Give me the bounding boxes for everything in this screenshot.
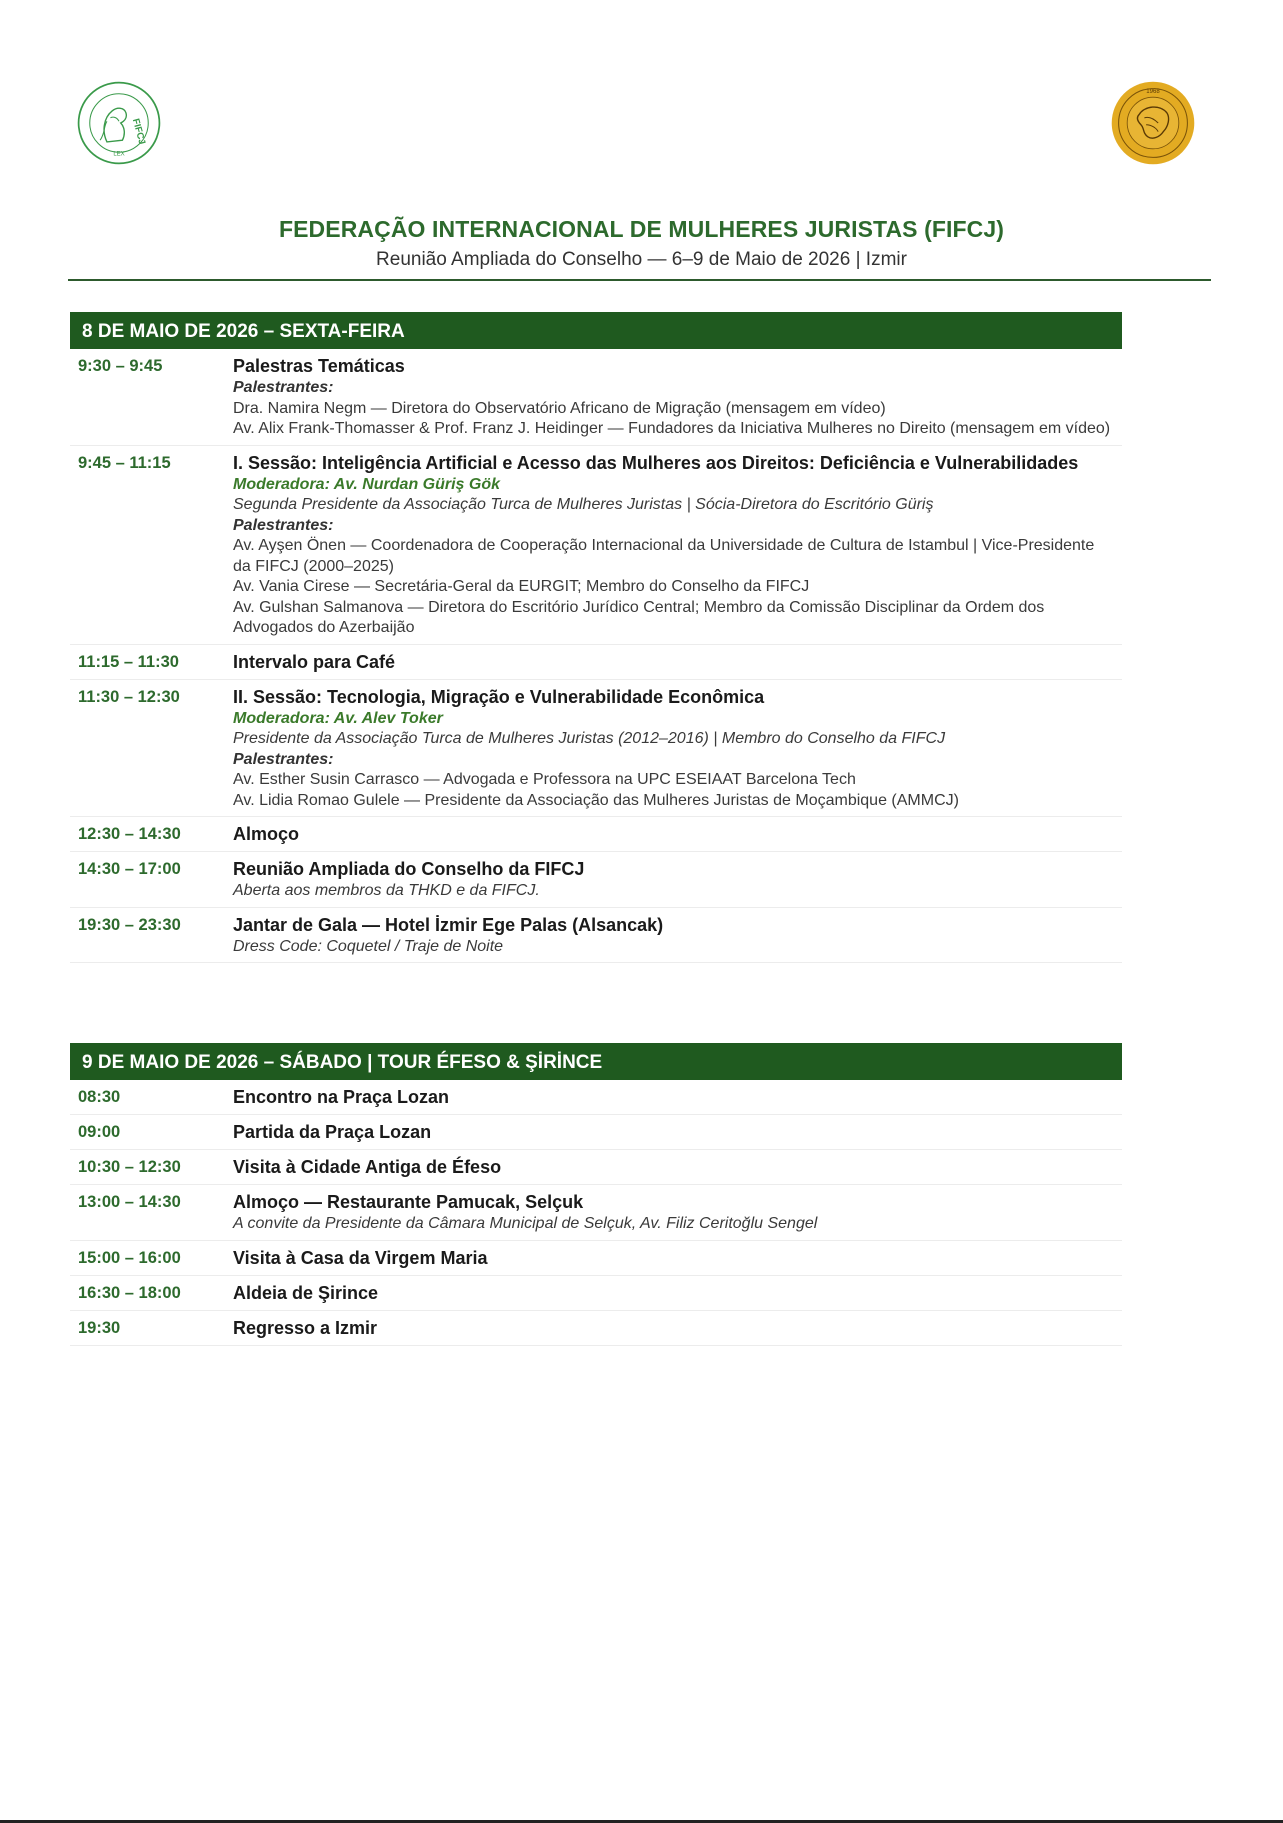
event-title: Almoço [233,824,300,844]
row-content [233,651,1122,674]
event-title: Palestras Temáticas [233,356,405,376]
day2-heading: 9 DE MAIO DE 2026 – SÁBADO | TOUR ÉFESO & ŞİRİNCE [70,1043,1122,1080]
schedule-row [70,680,1122,818]
schedule-row [70,852,1122,908]
row-content [233,858,1122,902]
event-title: Regresso a Izmir [233,1317,378,1338]
speakers-label: Palestrantes: [233,516,334,534]
row-time: 19:30 [78,1318,121,1337]
event-title: Reunião Ampliada do Conselho da FIFCJ [233,859,585,879]
row-time: 19:30 – 23:30 [78,915,181,934]
moderator: Moderadora: Av. Alev Toker [233,709,443,727]
row-time: 16:30 – 18:00 [78,1283,181,1302]
row-time: 14:30 – 17:00 [78,860,181,878]
event-title: Partida da Praça Lozan [233,1122,432,1142]
event-title: Encontro na Praça Lozan [233,1087,450,1107]
event-title: Aldeia de Şirince [233,1282,379,1303]
event-title: Jantar de Gala — Hotel İzmir Ege Palas (Alsancak) [233,914,664,935]
speakers-label: Palestrantes: [233,750,334,768]
row-time: 11:15 – 11:30 [78,652,179,671]
thkd-seal-icon [1110,80,1196,166]
row-content [233,1247,1122,1270]
row-content [233,1282,1122,1305]
schedule-row [70,1185,1122,1241]
schedule-row [70,1115,1122,1150]
row-content [233,1121,1122,1144]
schedule-row [70,908,1122,964]
row-content [233,1156,1122,1179]
svg-text:LEX: LEX [113,151,125,158]
page-title: FEDERAÇÃO INTERNACIONAL DE MULHERES JURISTAS (FIFCJ) [278,216,1005,242]
row-content [233,452,1122,639]
speaker: Av. Ayşen Önen — Coordenadora de Cooperação Internacional da Universidade de Cultura de Istambul | Vice-Presidente da FIFCJ (2000–2025) [233,537,1095,575]
schedule-row [70,349,1122,446]
row-time: 10:30 – 12:30 [78,1158,181,1176]
thkd-logo [1110,80,1196,166]
fifcj-seal-icon [76,80,162,166]
row-content [233,1191,1122,1235]
row-time: 09:00 [78,1123,121,1141]
svg-text:FIFCJ: FIFCJ [129,117,148,146]
row-content [233,1317,1122,1340]
document-header [0,216,1283,271]
fifcj-logo [76,80,162,166]
speaker: Av. Alix Frank-Thomasser & Prof. Franz J. Heidinger — Fundadores da Iniciativa Mulheres no Direito (mensagem em vídeo) [233,420,1111,437]
moderator-description: Segunda Presidente da Associação Turca de Mulheres Juristas | Sócia-Diretora do Escritório Güriş [233,496,934,513]
event-note: A convite da Presidente da Câmara Municipal de Selçuk, Av. Filiz Ceritoğlu Sengel [233,1215,818,1232]
schedule-row [70,1276,1122,1311]
svg-text:1968: 1968 [1146,88,1160,95]
speaker: Dra. Namira Negm — Diretora do Observatório Africano de Migração (mensagem em vídeo) [233,399,886,417]
speaker: Av. Gulshan Salmanova — Diretora do Escritório Jurídico Central; Membro da Comissão Disciplinar da Ordem dos Advogados do Azerbaijão [233,598,1045,636]
speakers-label: Palestrantes: [233,379,334,396]
page-subtitle: Reunião Ampliada do Conselho — 6–9 de Maio de 2026 | Izmir [376,249,907,270]
event-title: Almoço — Restaurante Pamucak, Selçuk [233,1192,584,1212]
event-title: I. Sessão: Inteligência Artificial e Acesso das Mulheres aos Direitos: Deficiência e Vulnerabilidades [233,452,1079,473]
event-title: Visita à Cidade Antiga de Éfeso [233,1157,502,1177]
schedule-row [70,1080,1122,1115]
row-content [233,823,1122,846]
header-divider [68,279,1211,281]
schedule-row [70,1241,1122,1276]
event-title: II. Sessão: Tecnologia, Migração e Vulnerabilidade Econômica [233,686,765,707]
event-title: Visita à Casa da Virgem Maria [233,1247,488,1268]
day2-section [70,1043,1122,1346]
event-note: Dress Code: Coquetel / Traje de Noite [233,937,504,955]
row-time: 08:30 [78,1088,121,1106]
speaker: Av. Vania Cirese — Secretária-Geral da EURGIT; Membro do Conselho da FIFCJ [233,578,810,595]
row-time: 12:30 – 14:30 [78,825,181,843]
schedule-row [70,817,1122,852]
row-time: 9:45 – 11:15 [78,453,171,472]
event-title: Intervalo para Café [233,651,396,672]
row-time: 9:30 – 9:45 [78,357,163,375]
moderator-description: Presidente da Associação Turca de Mulheres Juristas (2012–2016) | Membro do Conselho da FIFCJ [233,730,946,747]
schedule-row [70,446,1122,645]
row-time: 15:00 – 16:00 [78,1248,181,1267]
moderator: Moderadora: Av. Nurdan Güriş Gök [233,475,501,493]
row-time: 11:30 – 12:30 [78,687,180,706]
day1-section [70,312,1122,963]
row-content [233,686,1122,812]
schedule-row [70,1311,1122,1346]
schedule-row [70,1150,1122,1185]
row-content [233,914,1122,958]
row-content [233,1086,1122,1109]
day1-heading: 8 DE MAIO DE 2026 – SEXTA-FEIRA [70,312,1122,349]
event-note: Aberta aos membros da THKD e da FIFCJ. [233,882,540,899]
schedule-row [70,645,1122,680]
speaker: Av. Lidia Romao Gulele — Presidente da Associação das Mulheres Juristas de Moçambique (AMMCJ) [233,791,959,809]
row-content [233,355,1122,440]
speaker: Av. Esther Susin Carrasco — Advogada e Professora na UPC ESEIAAT Barcelona Tech [233,771,856,788]
row-time: 13:00 – 14:30 [78,1193,181,1211]
